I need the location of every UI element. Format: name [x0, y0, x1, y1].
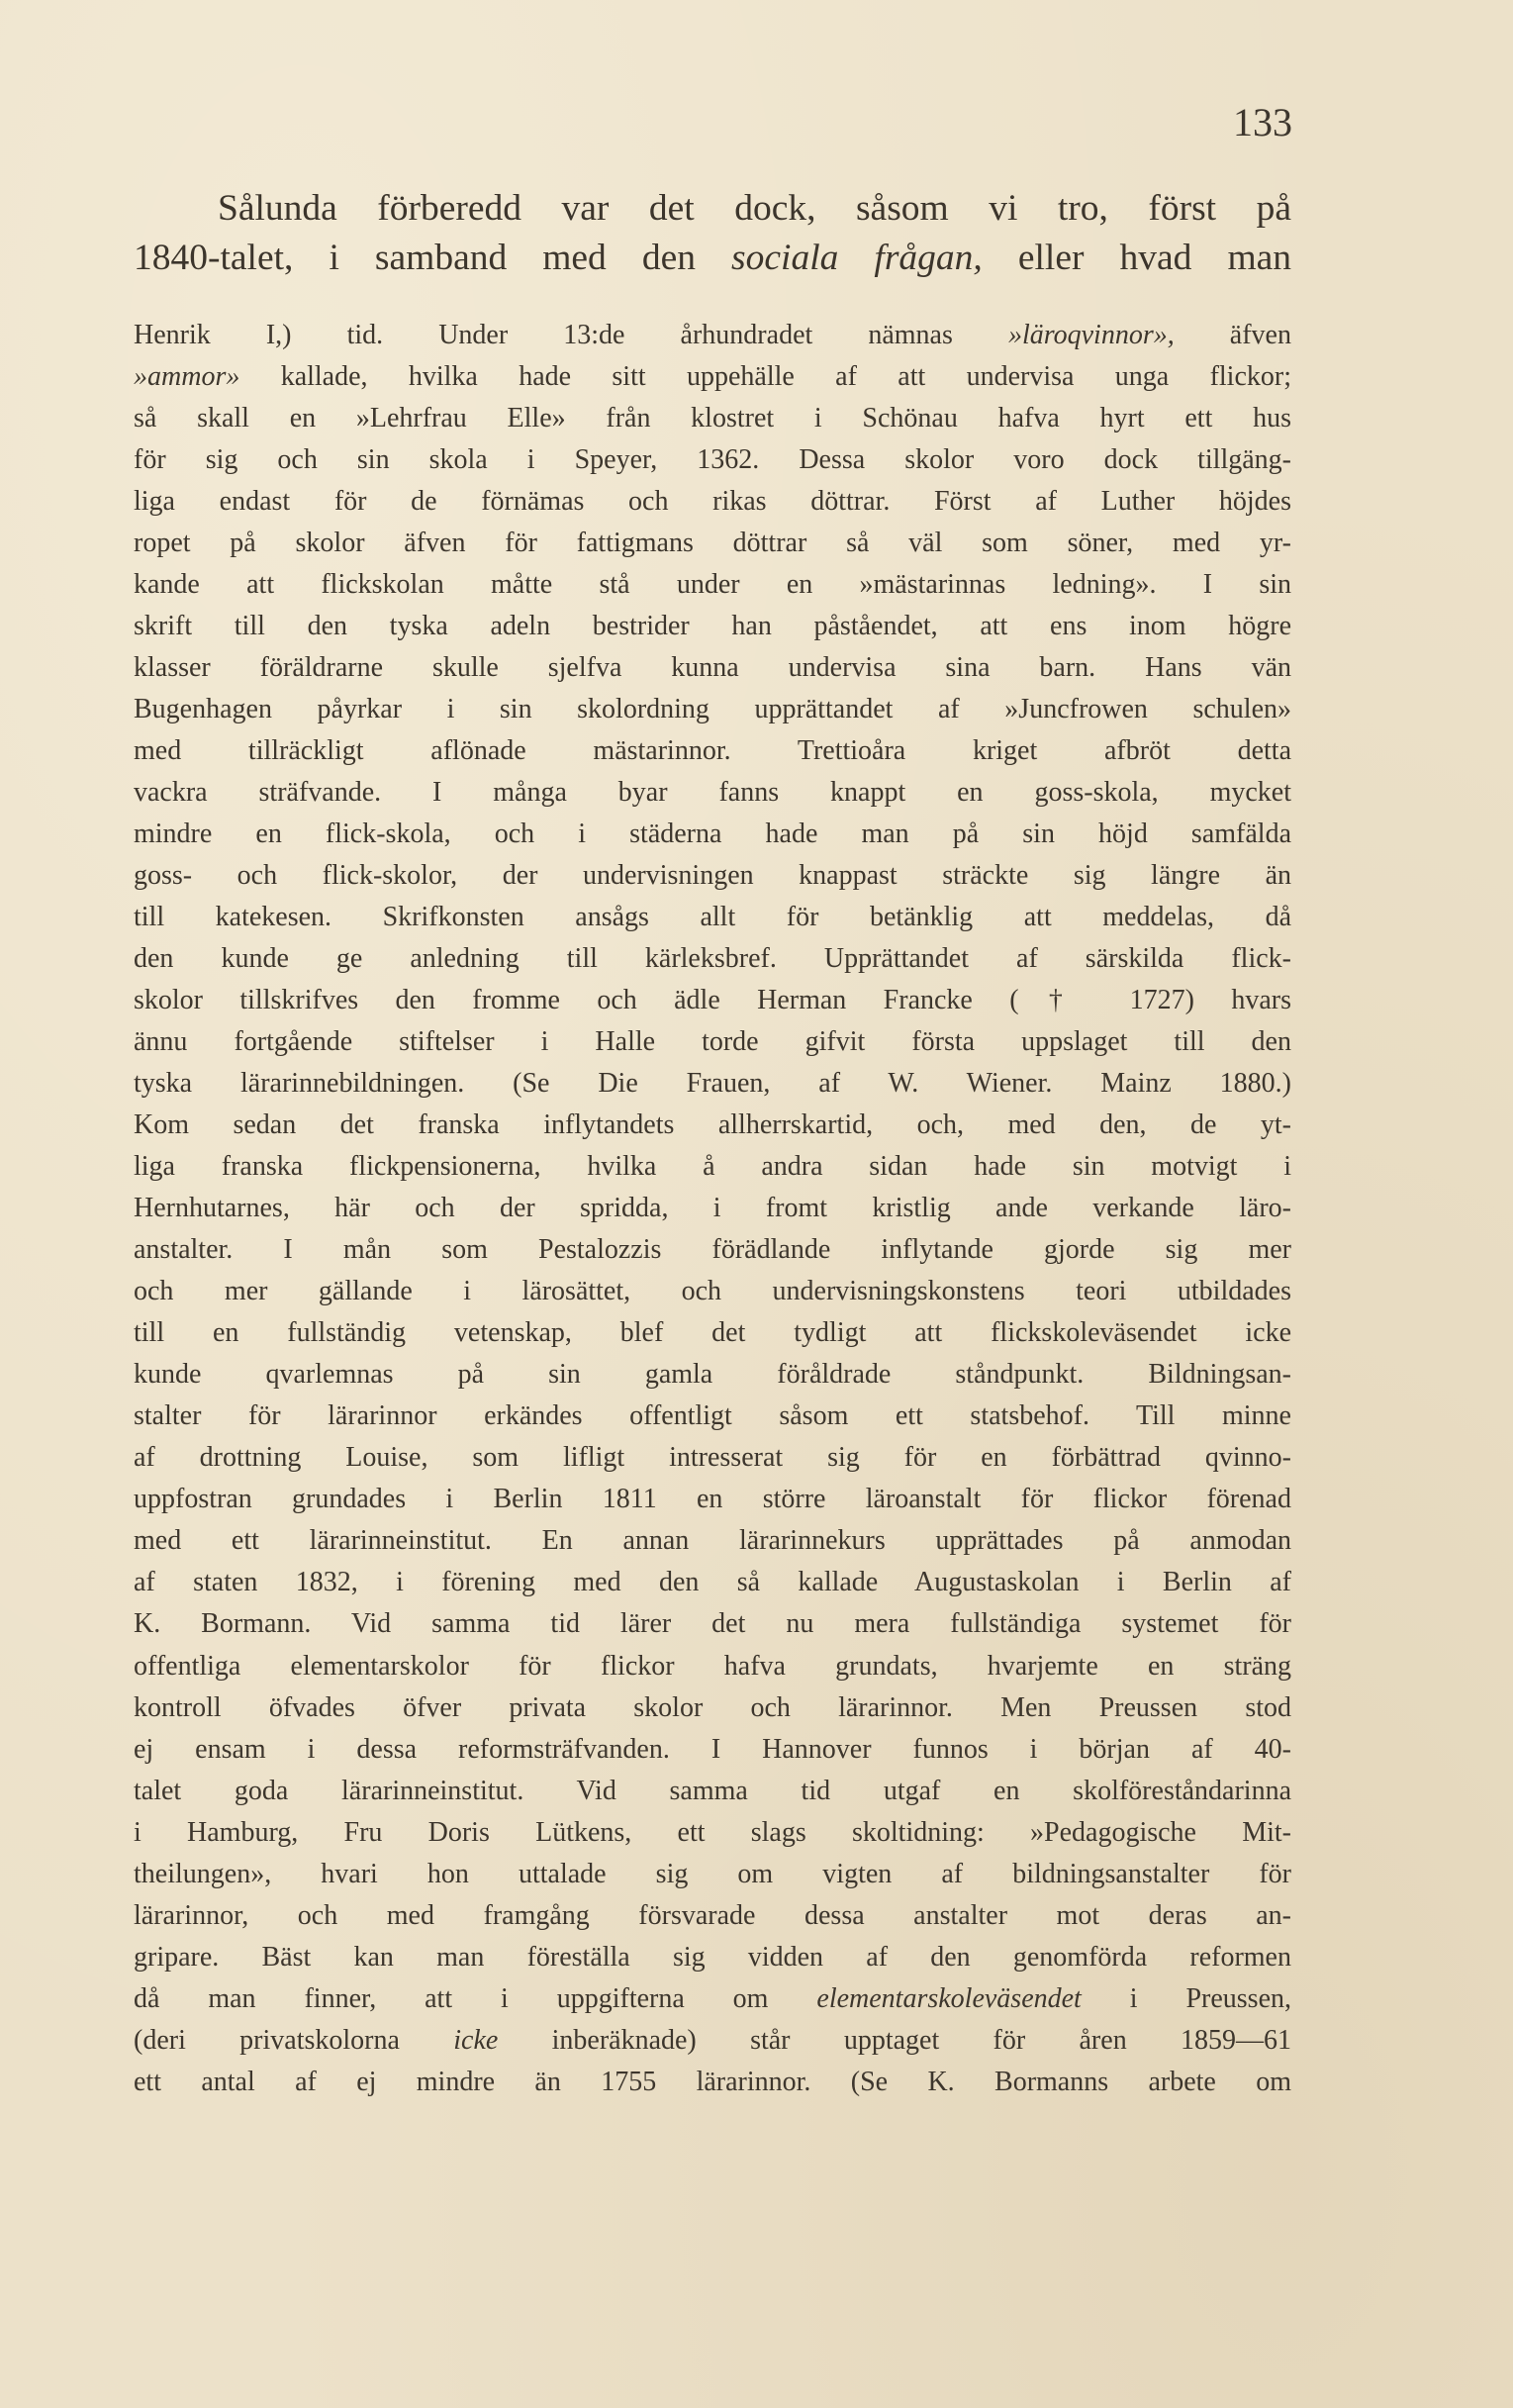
footnote-line-42	[134, 2020, 1291, 2062]
footnote-line-35	[134, 1729, 1291, 1771]
line-text: och mer gällande i lärosättet, och undervisningskonstens teori utbildades	[134, 1276, 1291, 1307]
footnote-line-15	[134, 897, 1291, 938]
footnote-line-26	[134, 1354, 1291, 1396]
footnote-line-39	[134, 1895, 1291, 1937]
line-text: ett antal af ej mindre än 1755 lärarinnor. (Se K. Bormanns arbete om	[134, 2066, 1291, 2097]
footnote-line-31	[134, 1562, 1291, 1603]
footnote-line-23	[134, 1229, 1291, 1271]
line-text-tail: i Preussen,	[1081, 1982, 1291, 2014]
line-text: liga franska flickpensionerna, hvilka å andra sidan hade sin motvigt i	[134, 1151, 1291, 1183]
footnote-line-32	[134, 1603, 1291, 1645]
footnote-line-6	[134, 523, 1291, 564]
footnote-line-38	[134, 1854, 1291, 1895]
line-text: af drottning Louise, som lifligt intresserat sig för en förbättrad qvinno-	[134, 1442, 1291, 1474]
line-text: den kunde ge anledning till kärleksbref. Upprättandet af särskilda flick-	[134, 943, 1291, 975]
line-text: Henrik I,) tid. Under 13:de århundradet nämnas	[134, 320, 1008, 350]
footnote-line-29	[134, 1479, 1291, 1520]
line-text: Kom sedan det franska inflytandets allherrskartid, och, med den, de yt-	[134, 1109, 1291, 1141]
line-text: uppfostran grundades i Berlin 1811 en större läroanstalt för flickor förenad	[134, 1484, 1291, 1515]
line-text-tail: inberäknade) står upptaget för åren 1859—61	[498, 2024, 1292, 2056]
footnote-line-14	[134, 855, 1291, 897]
line-text: med ett lärarinneinstitut. En annan lärarinnekurs upprättades på anmodan	[134, 1525, 1291, 1557]
footnote-line-21	[134, 1146, 1291, 1188]
line-text: stalter för lärarinnor erkändes offentligt såsom ett statsbehof. Till minne	[134, 1400, 1291, 1432]
footnote-line-16	[134, 938, 1291, 980]
footnote-line-11	[134, 730, 1291, 772]
footnote-line-37	[134, 1812, 1291, 1854]
line-text: K. Bormann. Vid samma tid lärer det nu mera fullständiga systemet för	[134, 1608, 1291, 1640]
footnote-line-5	[134, 481, 1291, 523]
main-paragraph	[134, 184, 1291, 283]
footnote-line-20	[134, 1105, 1291, 1146]
footnote-line-1	[134, 315, 1291, 356]
line-text: af staten 1832, i förening med den så kallade Augustaskolan i Berlin af	[134, 1567, 1291, 1598]
line-text: i Hamburg, Fru Doris Lütkens, ett slags skoltidning: »Pedagogische Mit-	[134, 1816, 1291, 1848]
page-number: 133	[1233, 100, 1292, 144]
footnote-line-2	[134, 356, 1291, 398]
footnote-line-18	[134, 1021, 1291, 1063]
main-line-1	[134, 184, 1291, 234]
line-text-tail: kallade, hvilka hade sitt uppehälle af att undervisa unga flickor;	[239, 361, 1291, 393]
footnote-line-8	[134, 606, 1291, 647]
footnote-line-24	[134, 1271, 1291, 1312]
line-text: skolor tillskrifves den fromme och ädle Herman Francke († 1727) hvars	[134, 985, 1291, 1016]
footnote-line-4	[134, 439, 1291, 481]
line-text: så skall en »Lehrfrau Elle» från klostret i Schönau hafva hyrt ett hus	[134, 403, 1291, 434]
footnote-line-3	[134, 398, 1291, 439]
footnote-line-10	[134, 689, 1291, 730]
line-text: goss- och flick-skolor, der undervisningen knappast sträckte sig längre än	[134, 860, 1291, 892]
line-text: med tillräckligt aflönade mästarinnor. Trettioåra kriget afbröt detta	[134, 735, 1291, 767]
footnote-line-25	[134, 1312, 1291, 1354]
line-text: till katekesen. Skrifkonsten ansågs allt för betänklig att meddelas, då	[134, 902, 1291, 933]
line-text: ej ensam i dessa reformsträfvanden. I Hannover funnos i början af 40-	[134, 1733, 1291, 1765]
line-text-tail: eller hvad man	[982, 238, 1292, 278]
line-text-tail: äfven	[1174, 320, 1291, 350]
footnote-line-22	[134, 1188, 1291, 1229]
line-text: Bugenhagen påyrkar i sin skolordning upprättandet af »Juncfrowen schulen»	[134, 694, 1291, 725]
footnote-line-30	[134, 1520, 1291, 1562]
line-text: kande att flickskolan måtte stå under en »mästarinnas ledning». I sin	[134, 569, 1291, 601]
line-text: gripare. Bäst kan man föreställa sig vidden af den genomförda reformen	[134, 1941, 1291, 1973]
footnote-line-9	[134, 647, 1291, 689]
line-text: Sålunda förberedd var det dock, såsom vi tro, först på	[218, 188, 1291, 229]
italic-text: elementarskoleväsendet	[816, 1982, 1082, 2014]
line-text: ropet på skolor äfven för fattigmans döttrar så väl som söner, med yr-	[134, 528, 1291, 559]
footnote-line-27	[134, 1396, 1291, 1437]
line-text: Hernhutarnes, här och der spridda, i fromt kristlig ande verkande läro-	[134, 1193, 1291, 1224]
line-text: talet goda lärarinneinstitut. Vid samma tid utgaf en skolföreståndarinna	[134, 1775, 1291, 1806]
line-text: kontroll öfvades öfver privata skolor och lärarinnor. Men Preussen stod	[134, 1691, 1291, 1723]
line-text: (deri privatskolorna	[134, 2024, 454, 2056]
footnote-line-17	[134, 980, 1291, 1021]
italic-text: sociala frågan,	[731, 238, 983, 278]
italic-text: »läroqvinnor»,	[1007, 320, 1175, 350]
footnote-line-12	[134, 772, 1291, 814]
line-text: 1840-talet, i samband med den	[134, 238, 732, 278]
line-text: för sig och sin skola i Speyer, 1362. Dessa skolor voro dock tillgäng-	[134, 444, 1291, 476]
footnote-line-40	[134, 1937, 1291, 1978]
footnote-text	[134, 315, 1291, 2103]
footnote-line-19	[134, 1063, 1291, 1105]
line-text: liga endast för de förnämas och rikas döttrar. Först af Luther höjdes	[134, 486, 1291, 518]
italic-text: icke	[453, 2024, 499, 2056]
line-text: ännu fortgående stiftelser i Halle torde gifvit första uppslaget till den	[134, 1026, 1291, 1058]
line-text: lärarinnor, och med framgång försvarade dessa anstalter mot deras an-	[134, 1899, 1291, 1931]
footnote-line-34	[134, 1687, 1291, 1729]
footnote-line-43	[134, 2062, 1291, 2103]
footnote-line-28	[134, 1437, 1291, 1479]
line-text: då man finner, att i uppgifterna om	[134, 1982, 817, 2014]
line-text: klasser föräldrarne skulle sjelfva kunna undervisa sina barn. Hans vän	[134, 652, 1291, 684]
line-text: kunde qvarlemnas på sin gamla föråldrade ståndpunkt. Bildningsan-	[134, 1359, 1291, 1391]
line-text: tyska lärarinnebildningen. (Se Die Frauen, af W. Wiener. Mainz 1880.)	[134, 1068, 1291, 1100]
line-text: anstalter. I mån som Pestalozzis förädlande inflytande gjorde sig mer	[134, 1234, 1291, 1266]
footnote-line-33	[134, 1646, 1291, 1687]
line-text: theilungen», hvari hon uttalade sig om vigten af bildningsanstalter för	[134, 1858, 1291, 1889]
line-text: mindre en flick-skola, och i städerna hade man på sin höjd samfälda	[134, 819, 1291, 850]
footnote-line-13	[134, 814, 1291, 855]
main-line-2	[134, 234, 1291, 283]
line-text: offentliga elementarskolor för flickor hafva grundats, hvarjemte en sträng	[134, 1650, 1291, 1682]
italic-text: »ammor»	[134, 361, 240, 393]
footnote-line-41	[134, 1978, 1291, 2020]
line-text: skrift till den tyska adeln bestrider han påståendet, att ens inom högre	[134, 611, 1291, 642]
footnote-line-7	[134, 564, 1291, 606]
footnote-line-36	[134, 1771, 1291, 1812]
line-text: till en fullständig vetenskap, blef det tydligt att flickskoleväsendet icke	[134, 1317, 1291, 1349]
line-text: vackra sträfvande. I många byar fanns knappt en goss-skola, mycket	[134, 777, 1291, 809]
